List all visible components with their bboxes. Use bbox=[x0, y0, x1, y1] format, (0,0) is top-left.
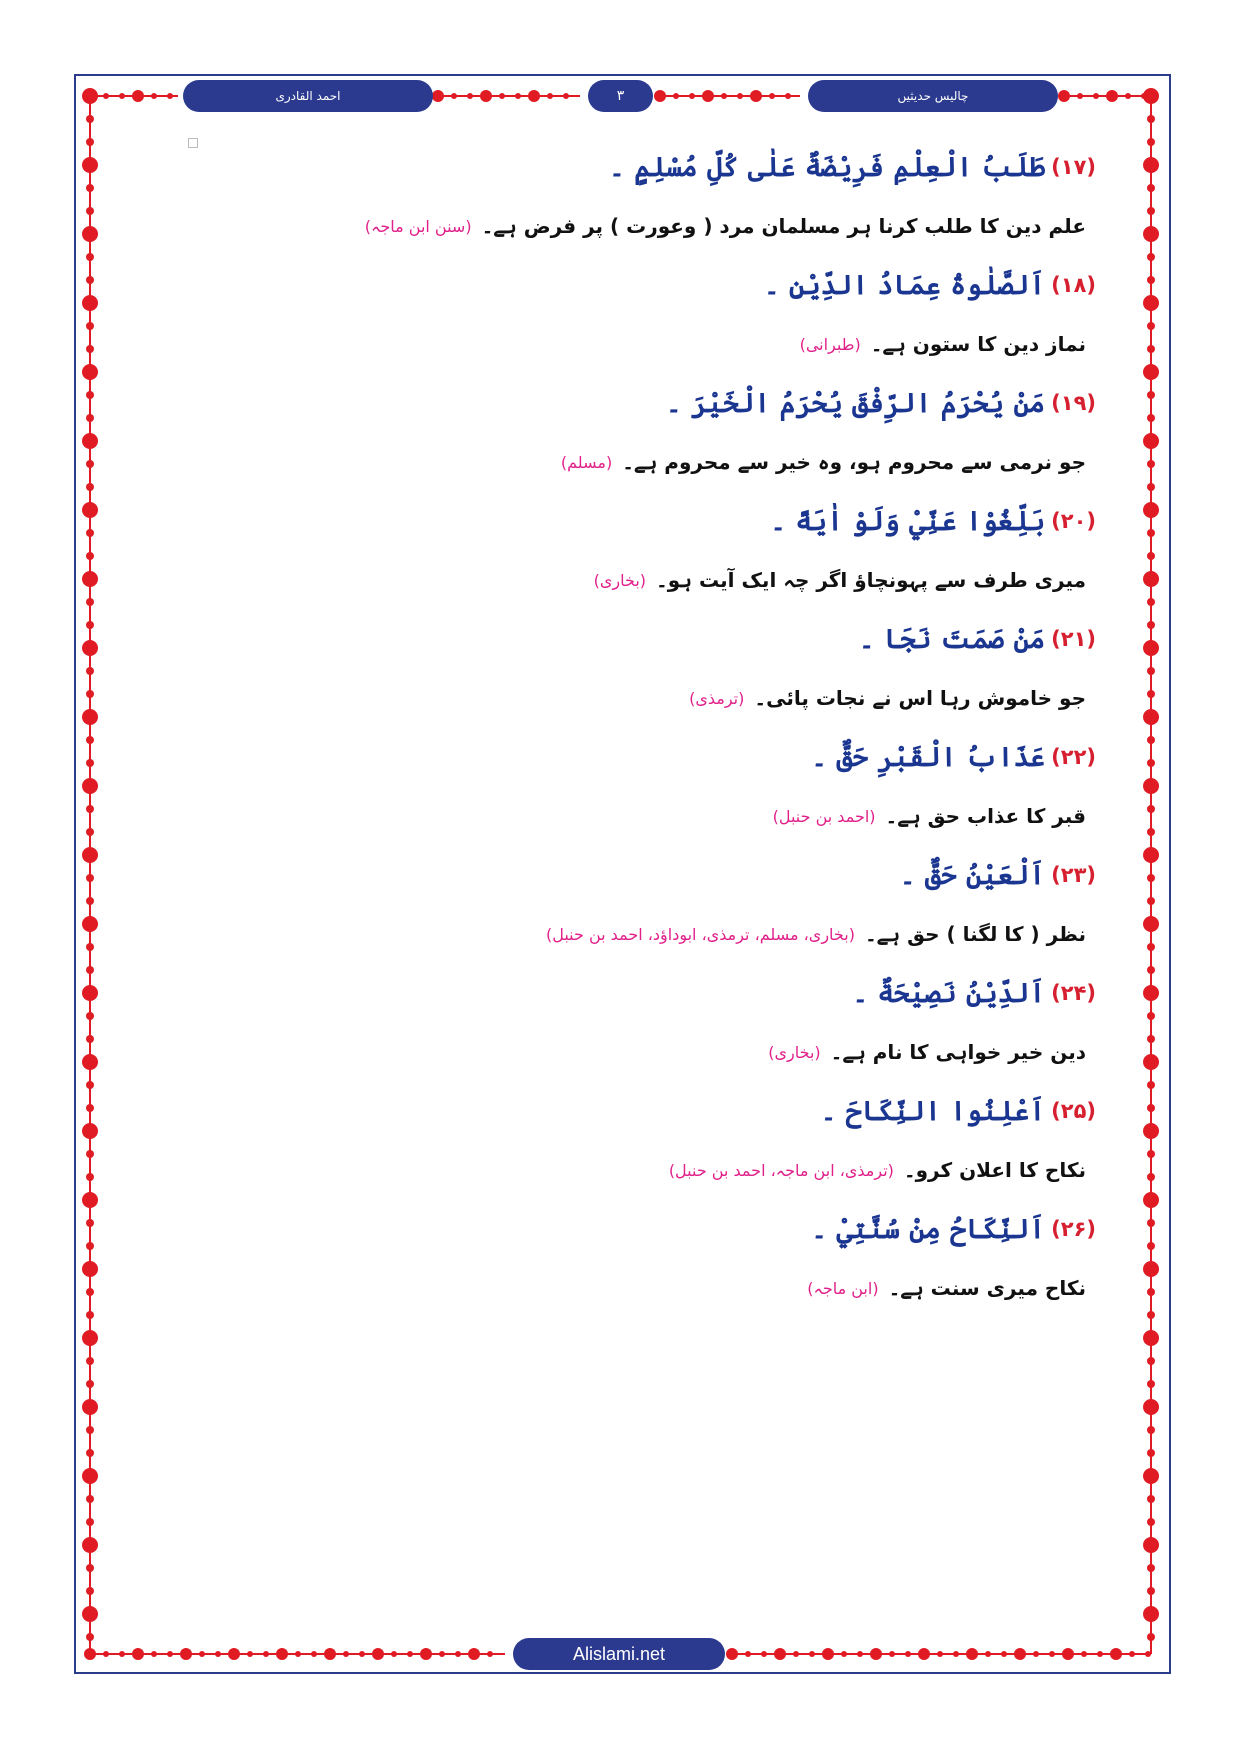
border-bead bbox=[1147, 690, 1155, 698]
hadith-number: (۲۵) bbox=[1051, 1099, 1096, 1123]
hadith-reference: (طبرانی) bbox=[799, 334, 861, 354]
border-bead bbox=[86, 897, 94, 905]
border-bead bbox=[1147, 966, 1155, 974]
border-bead bbox=[82, 1330, 98, 1346]
border-bead bbox=[1147, 1219, 1155, 1227]
border-bead bbox=[86, 736, 94, 744]
border-bead bbox=[1147, 483, 1155, 491]
border-bead bbox=[86, 1150, 94, 1158]
border-bead bbox=[1093, 93, 1099, 99]
hadith-urdu-line bbox=[216, 784, 1096, 848]
border-bead bbox=[1147, 1426, 1155, 1434]
hadith-urdu-translation: علم دین کا طلب کرنا ہر مسلمان مرد ( وعورت ) پر فرض ہے۔ bbox=[481, 214, 1086, 238]
border-bead bbox=[86, 483, 94, 491]
border-bead bbox=[86, 1380, 94, 1388]
border-bead bbox=[1145, 1651, 1151, 1657]
border-bead bbox=[966, 1648, 978, 1660]
hadith-urdu-line bbox=[216, 666, 1096, 730]
border-bead bbox=[468, 1648, 480, 1660]
border-bead bbox=[86, 828, 94, 836]
border-bead bbox=[82, 157, 98, 173]
border-bead bbox=[1001, 1651, 1007, 1657]
border-bead bbox=[84, 1648, 96, 1660]
border-bead bbox=[84, 90, 96, 102]
border-bead bbox=[1143, 364, 1159, 380]
border-bead bbox=[82, 985, 98, 1001]
border-bead bbox=[86, 1288, 94, 1296]
border-bead bbox=[1077, 93, 1083, 99]
border-bead bbox=[86, 1012, 94, 1020]
border-bead bbox=[1058, 90, 1070, 102]
border-bead bbox=[86, 552, 94, 560]
border-bead bbox=[86, 1633, 94, 1641]
hadith-urdu-line bbox=[216, 548, 1096, 612]
border-bead bbox=[86, 115, 94, 123]
border-bead bbox=[1147, 1633, 1155, 1641]
border-bead bbox=[86, 276, 94, 284]
hadith-arabic-line bbox=[216, 140, 1096, 194]
border-bead bbox=[215, 1651, 221, 1657]
hadith-number: (۲۲) bbox=[1051, 745, 1096, 769]
border-bead bbox=[1147, 1288, 1155, 1296]
hadith-reference: (ترمذی) bbox=[689, 688, 745, 708]
border-bead bbox=[1106, 90, 1118, 102]
border-bead bbox=[86, 529, 94, 537]
border-bead bbox=[407, 1651, 413, 1657]
border-bead bbox=[86, 667, 94, 675]
border-bead bbox=[82, 295, 98, 311]
border-bead bbox=[86, 1426, 94, 1434]
border-bead bbox=[1147, 552, 1155, 560]
header-book-title: چالیس حدیثیں bbox=[808, 80, 1058, 112]
border-bead bbox=[451, 93, 457, 99]
border-bead bbox=[1143, 847, 1159, 863]
border-bead bbox=[1033, 1651, 1039, 1657]
border-bead bbox=[82, 1468, 98, 1484]
border-bead bbox=[1143, 1261, 1159, 1277]
border-bead bbox=[499, 93, 505, 99]
border-bead bbox=[86, 1495, 94, 1503]
hadith-urdu-translation: جو خاموش رہا اس نے نجات پائی۔ bbox=[754, 686, 1086, 710]
border-bead bbox=[86, 1449, 94, 1457]
border-bead bbox=[1143, 640, 1159, 656]
hadith-arabic-text: اَلْعَيْنُ حَقٌّ ۔ bbox=[899, 859, 1046, 891]
border-bead bbox=[1143, 433, 1159, 449]
border-bead bbox=[86, 805, 94, 813]
border-bead bbox=[1147, 1104, 1155, 1112]
border-bead bbox=[1143, 1468, 1159, 1484]
border-bead bbox=[809, 1651, 815, 1657]
border-bead bbox=[761, 1651, 767, 1657]
border-bead bbox=[119, 1651, 125, 1657]
border-bead bbox=[721, 93, 727, 99]
hadith-number: (۲۱) bbox=[1051, 627, 1096, 651]
border-bead bbox=[86, 1104, 94, 1112]
border-bead bbox=[86, 1173, 94, 1181]
border-bead bbox=[1147, 874, 1155, 882]
border-bead bbox=[263, 1651, 269, 1657]
border-bead bbox=[86, 966, 94, 974]
border-bead bbox=[324, 1648, 336, 1660]
hadith-urdu-line bbox=[216, 1256, 1096, 1320]
hadith-number: (۲۴) bbox=[1051, 981, 1096, 1005]
border-bead bbox=[82, 1261, 98, 1277]
border-bead bbox=[1143, 571, 1159, 587]
border-bead bbox=[103, 1651, 109, 1657]
border-bead bbox=[86, 184, 94, 192]
border-bead bbox=[1147, 460, 1155, 468]
hadith-reference: (احمد بن حنبل) bbox=[772, 806, 876, 826]
border-bead bbox=[1049, 1651, 1055, 1657]
border-bead bbox=[119, 93, 125, 99]
border-bead bbox=[132, 1648, 144, 1660]
hadith-entry bbox=[216, 966, 1096, 1084]
border-bead bbox=[1147, 1012, 1155, 1020]
border-bead bbox=[1147, 253, 1155, 261]
border-bead bbox=[1147, 1380, 1155, 1388]
border-bead bbox=[82, 1123, 98, 1139]
hadith-reference: (ترمذی، ابن ماجہ، احمد بن حنبل) bbox=[668, 1160, 894, 1180]
border-bead bbox=[785, 93, 791, 99]
border-bead bbox=[793, 1651, 799, 1657]
border-bead bbox=[180, 1648, 192, 1660]
hadith-entry bbox=[216, 376, 1096, 494]
border-bead bbox=[1147, 828, 1155, 836]
hadith-number: (۲۶) bbox=[1051, 1217, 1096, 1241]
border-bead bbox=[528, 90, 540, 102]
border-bead bbox=[1147, 1495, 1155, 1503]
hadith-arabic-line bbox=[216, 730, 1096, 784]
border-bead bbox=[86, 138, 94, 146]
border-bead bbox=[1143, 985, 1159, 1001]
border-bead bbox=[1147, 1518, 1155, 1526]
footer-site-label: Alislami.net bbox=[513, 1638, 725, 1670]
border-bead bbox=[82, 916, 98, 932]
border-bead bbox=[1143, 916, 1159, 932]
border-bead bbox=[82, 709, 98, 725]
border-bead bbox=[86, 345, 94, 353]
border-bead bbox=[841, 1651, 847, 1657]
hadith-list bbox=[216, 140, 1096, 1320]
hadith-arabic-line bbox=[216, 848, 1096, 902]
border-bead bbox=[1147, 1357, 1155, 1365]
page-number: ۳ bbox=[588, 80, 653, 112]
border-bead bbox=[151, 93, 157, 99]
border-bead bbox=[1147, 529, 1155, 537]
border-bead bbox=[726, 1648, 738, 1660]
border-bead bbox=[391, 1651, 397, 1657]
hadith-urdu-line bbox=[216, 312, 1096, 376]
border-bead bbox=[1143, 1606, 1159, 1622]
border-bead bbox=[654, 90, 666, 102]
hadith-arabic-text: مَنْ صَمَتَ نَجَا ۔ bbox=[858, 623, 1046, 655]
border-bead bbox=[311, 1651, 317, 1657]
border-bead bbox=[151, 1651, 157, 1657]
border-bead bbox=[1147, 276, 1155, 284]
border-bead bbox=[1143, 1330, 1159, 1346]
border-bead bbox=[86, 1035, 94, 1043]
hadith-urdu-translation: نظر ( کا لگنا ) حق ہے۔ bbox=[864, 922, 1086, 946]
border-bead bbox=[1147, 1035, 1155, 1043]
border-bead bbox=[82, 640, 98, 656]
border-bead bbox=[905, 1651, 911, 1657]
border-bead bbox=[276, 1648, 288, 1660]
border-bead bbox=[1143, 295, 1159, 311]
border-bead bbox=[82, 226, 98, 242]
border-bead bbox=[86, 414, 94, 422]
border-bead bbox=[563, 93, 569, 99]
border-bead bbox=[1147, 759, 1155, 767]
border-bead bbox=[132, 90, 144, 102]
border-bead bbox=[737, 93, 743, 99]
border-bead bbox=[750, 90, 762, 102]
hadith-urdu-line bbox=[216, 1020, 1096, 1084]
border-bead bbox=[1143, 226, 1159, 242]
hadith-urdu-translation: نکاح کا اعلان کرو۔ bbox=[903, 1158, 1086, 1182]
border-bead bbox=[455, 1651, 461, 1657]
border-bead bbox=[1147, 1081, 1155, 1089]
hadith-reference: (سنن ابن ماجہ) bbox=[364, 216, 472, 236]
border-bead bbox=[480, 90, 492, 102]
border-bead bbox=[1147, 414, 1155, 422]
hadith-number: (۱۸) bbox=[1051, 273, 1096, 297]
border-bead bbox=[1143, 1399, 1159, 1415]
border-bead bbox=[937, 1651, 943, 1657]
border-bead bbox=[295, 1651, 301, 1657]
border-bead bbox=[1147, 1587, 1155, 1595]
hadith-entry bbox=[216, 1202, 1096, 1320]
hadith-arabic-line bbox=[216, 966, 1096, 1020]
hadith-entry bbox=[216, 612, 1096, 730]
border-bead bbox=[86, 460, 94, 468]
border-bead bbox=[467, 93, 473, 99]
border-bead bbox=[86, 253, 94, 261]
border-bead bbox=[918, 1648, 930, 1660]
border-bead bbox=[774, 1648, 786, 1660]
hadith-entry bbox=[216, 494, 1096, 612]
hadith-arabic-line bbox=[216, 258, 1096, 312]
border-bead bbox=[439, 1651, 445, 1657]
border-bead bbox=[1147, 1242, 1155, 1250]
border-bead bbox=[1147, 805, 1155, 813]
border-bead bbox=[86, 1564, 94, 1572]
hadith-arabic-text: اَلصَّلٰوةُ عِمَادُ الدِّيْنِ ۔ bbox=[763, 269, 1046, 301]
border-bead bbox=[82, 1054, 98, 1070]
border-bead bbox=[889, 1651, 895, 1657]
hadith-arabic-text: بَلِّغُوْا عَنِّيْ وَلَوْ اٰيَةً ۔ bbox=[770, 505, 1046, 537]
border-bead bbox=[1147, 1449, 1155, 1457]
hadith-arabic-line bbox=[216, 1084, 1096, 1138]
border-bead bbox=[86, 690, 94, 698]
border-bead bbox=[870, 1648, 882, 1660]
border-bead bbox=[1143, 1054, 1159, 1070]
border-bead bbox=[86, 1357, 94, 1365]
header-author-label: احمد القادری bbox=[183, 80, 433, 112]
border-bead bbox=[1147, 1311, 1155, 1319]
hadith-urdu-translation: قبر کا عذاب حق ہے۔ bbox=[885, 804, 1086, 828]
border-bead bbox=[86, 391, 94, 399]
border-bead bbox=[86, 1081, 94, 1089]
border-bead bbox=[86, 322, 94, 330]
border-bead bbox=[1147, 115, 1155, 123]
hadith-entry bbox=[216, 140, 1096, 258]
border-bead bbox=[1143, 1537, 1159, 1553]
border-bead bbox=[103, 93, 109, 99]
hadith-arabic-text: عَذَابُ الْقَبْرِ حَقٌّ ۔ bbox=[811, 741, 1046, 773]
border-bead bbox=[1147, 345, 1155, 353]
border-bead bbox=[82, 778, 98, 794]
border-bead bbox=[247, 1651, 253, 1657]
hadith-urdu-translation: میری طرف سے پہونچاؤ اگر چہ ایک آیت ہو۔ bbox=[656, 568, 1086, 592]
hadith-arabic-line bbox=[216, 612, 1096, 666]
hadith-arabic-line bbox=[216, 376, 1096, 430]
border-bead bbox=[86, 1242, 94, 1250]
hadith-arabic-text: اَلنِّكَاحُ مِنْ سُنَّتِيْ ۔ bbox=[811, 1213, 1046, 1245]
border-bead bbox=[1143, 1192, 1159, 1208]
border-bead bbox=[1147, 184, 1155, 192]
border-bead bbox=[702, 90, 714, 102]
border-bead bbox=[1081, 1651, 1087, 1657]
hadith-urdu-line bbox=[216, 902, 1096, 966]
border-bead bbox=[343, 1651, 349, 1657]
border-bead bbox=[199, 1651, 205, 1657]
border-bead bbox=[420, 1648, 432, 1660]
border-bead bbox=[515, 93, 521, 99]
border-bead bbox=[1143, 157, 1159, 173]
border-bead bbox=[1143, 709, 1159, 725]
border-bead bbox=[228, 1648, 240, 1660]
border-bead bbox=[1147, 1173, 1155, 1181]
hadith-number: (۲۳) bbox=[1051, 863, 1096, 887]
hadith-urdu-translation: دین خیر خواہی کا نام ہے۔ bbox=[830, 1040, 1086, 1064]
border-bead bbox=[82, 571, 98, 587]
border-bead bbox=[1129, 1651, 1135, 1657]
border-bead bbox=[82, 1399, 98, 1415]
border-bead bbox=[1147, 736, 1155, 744]
border-bead bbox=[359, 1651, 365, 1657]
border-bead bbox=[167, 93, 173, 99]
border-bead bbox=[1147, 391, 1155, 399]
border-bead bbox=[1141, 93, 1147, 99]
hadith-entry bbox=[216, 258, 1096, 376]
hadith-reference: (مسلم) bbox=[560, 452, 613, 472]
hadith-reference: (بخاری) bbox=[593, 570, 647, 590]
hadith-urdu-translation: نکاح میری سنت ہے۔ bbox=[888, 1276, 1086, 1300]
border-bead bbox=[1147, 138, 1155, 146]
border-bead bbox=[953, 1651, 959, 1657]
border-bead bbox=[1147, 621, 1155, 629]
border-bead bbox=[86, 207, 94, 215]
border-bead bbox=[82, 1606, 98, 1622]
hadith-entry bbox=[216, 848, 1096, 966]
border-bead bbox=[82, 1537, 98, 1553]
border-bead bbox=[82, 847, 98, 863]
border-bead bbox=[1147, 1150, 1155, 1158]
hadith-arabic-line bbox=[216, 494, 1096, 548]
border-bead bbox=[1062, 1648, 1074, 1660]
border-bead bbox=[745, 1651, 751, 1657]
hadith-urdu-translation: نماز دین کا ستون ہے۔ bbox=[870, 332, 1086, 356]
border-bead bbox=[1147, 207, 1155, 215]
border-bead bbox=[86, 874, 94, 882]
border-bead bbox=[86, 1219, 94, 1227]
hadith-arabic-text: اَلدِّيْنُ نَصِيْحَةٌ ۔ bbox=[852, 977, 1046, 1009]
border-bead bbox=[1147, 1564, 1155, 1572]
border-bead bbox=[82, 433, 98, 449]
border-bead bbox=[86, 1518, 94, 1526]
border-bead bbox=[432, 90, 444, 102]
border-bead bbox=[487, 1651, 493, 1657]
hadith-number: (۱۹) bbox=[1051, 391, 1096, 415]
border-bead bbox=[1147, 943, 1155, 951]
border-bead bbox=[86, 1587, 94, 1595]
border-bead bbox=[372, 1648, 384, 1660]
border-bead bbox=[547, 93, 553, 99]
margin-marker bbox=[188, 138, 198, 148]
border-bead bbox=[86, 1311, 94, 1319]
border-bead bbox=[86, 943, 94, 951]
border-bead bbox=[1110, 1648, 1122, 1660]
hadith-number: (۱۷) bbox=[1051, 155, 1096, 179]
hadith-reference: (بخاری، مسلم، ترمذی، ابوداؤد، احمد بن حنبل) bbox=[545, 924, 855, 944]
hadith-arabic-text: مَنْ يُحْرَمُ الرِّفْقَ يُحْرَمُ الْخَيْرَ ۔ bbox=[665, 387, 1046, 419]
hadith-urdu-translation: جو نرمی سے محروم ہو، وہ خیر سے محروم ہے۔ bbox=[622, 450, 1086, 474]
border-bead bbox=[1097, 1651, 1103, 1657]
hadith-reference: (بخاری) bbox=[768, 1042, 821, 1062]
hadith-urdu-line bbox=[216, 194, 1096, 258]
border-bead bbox=[689, 93, 695, 99]
border-bead bbox=[82, 1192, 98, 1208]
hadith-urdu-line bbox=[216, 1138, 1096, 1202]
border-bead bbox=[822, 1648, 834, 1660]
border-bead bbox=[86, 621, 94, 629]
border-bead bbox=[1143, 502, 1159, 518]
border-bead bbox=[86, 598, 94, 606]
border-bead bbox=[1143, 778, 1159, 794]
border-bead bbox=[769, 93, 775, 99]
hadith-urdu-line bbox=[216, 430, 1096, 494]
hadith-entry bbox=[216, 1084, 1096, 1202]
border-bead bbox=[1147, 667, 1155, 675]
border-bead bbox=[1125, 93, 1131, 99]
hadith-entry bbox=[216, 730, 1096, 848]
hadith-number: (۲۰) bbox=[1051, 509, 1096, 533]
border-bead bbox=[1014, 1648, 1026, 1660]
border-bead bbox=[82, 502, 98, 518]
hadith-arabic-text: اَعْلِنُوا النِّكَاحَ ۔ bbox=[820, 1095, 1046, 1127]
border-bead bbox=[673, 93, 679, 99]
border-bead bbox=[857, 1651, 863, 1657]
border-bead bbox=[1147, 322, 1155, 330]
border-bead bbox=[86, 759, 94, 767]
hadith-reference: (ابن ماجہ) bbox=[807, 1278, 879, 1298]
border-bead bbox=[167, 1651, 173, 1657]
hadith-arabic-line bbox=[216, 1202, 1096, 1256]
hadith-arabic-text: طَلَبُ الْعِلْمِ فَرِيْضَةٌ عَلٰى كُلِّ مُسْلِمٍ ۔ bbox=[609, 151, 1046, 183]
border-bead bbox=[1143, 1123, 1159, 1139]
border-bead bbox=[1147, 897, 1155, 905]
border-bead bbox=[82, 364, 98, 380]
border-bead bbox=[985, 1651, 991, 1657]
border-bead bbox=[1147, 598, 1155, 606]
